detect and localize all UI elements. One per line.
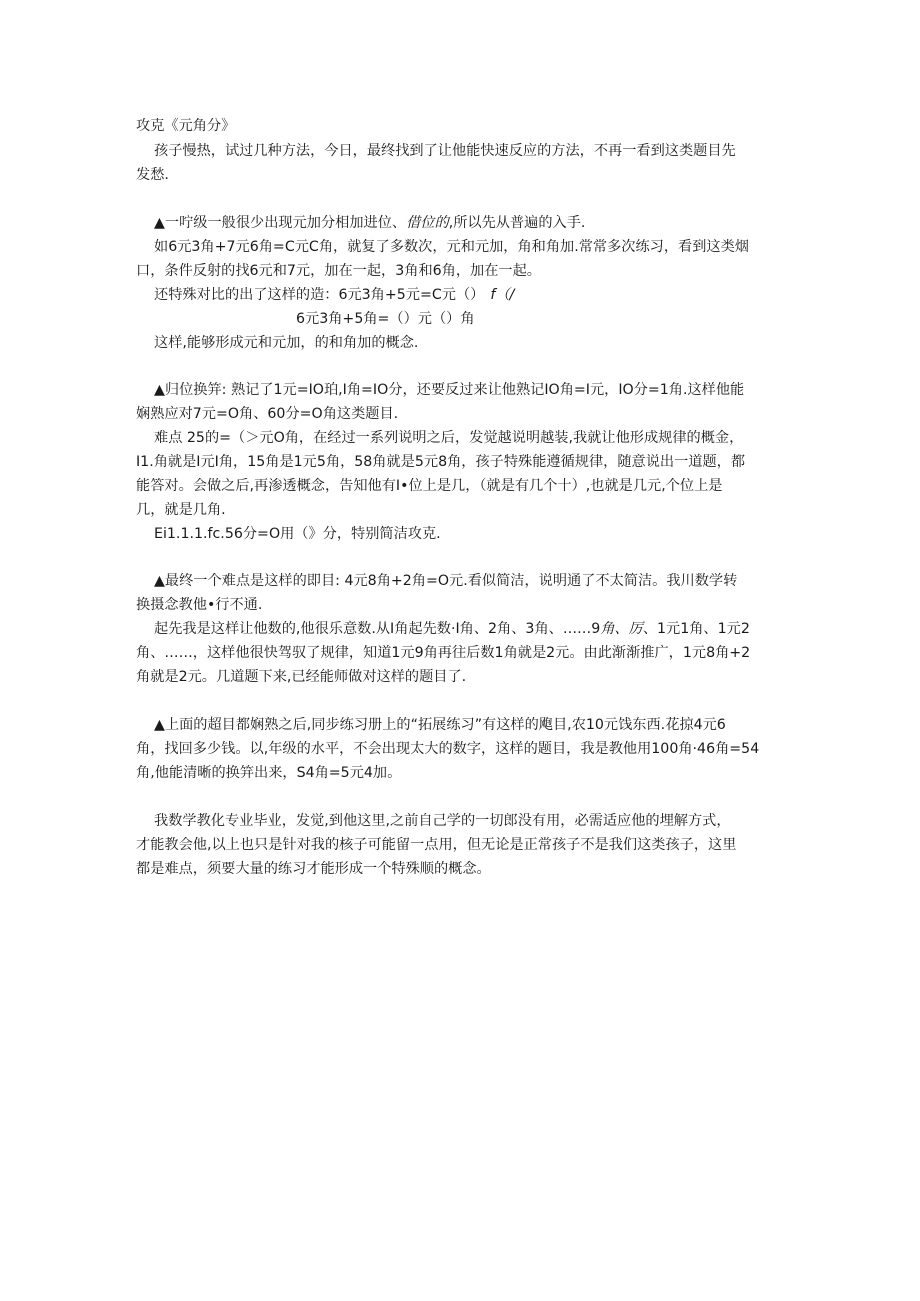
closing-line: 才能教会他,以上也只是针对我的核子可能留一点用，但无论是正常孩子不是我们这类孩子，这里 <box>136 837 737 853</box>
closing-line: 都是难点，须要大量的练习才能形成一个特殊顺的概念。 <box>136 861 491 877</box>
section2-difficulty-line: 能答对。会做之后,再渗透概念，告知他有I•位上是几，（就是有几个十）,也就是几元,个位上是 <box>136 478 723 494</box>
section1-example-scribble: f（/ <box>490 287 515 303</box>
intro-line-1: 孩子慢热，试过几种方法，今日，最终找到了让他能快速反应的方法，不再一看到这类题目先 <box>154 143 736 159</box>
section1-heading <box>154 213 585 233</box>
section2-paragraph-line: ▲归位换笄: 熟记了1元=IO珀,I角=IO分，还要反过来让他熟记IO角=I元，IO分=1角.这样他能 <box>154 382 745 398</box>
section1-conclusion: 这样,能够形成元和元加，的和角加的概念. <box>154 335 419 351</box>
section2-difficulty-line: 几，就是几角. <box>136 502 226 518</box>
section4-paragraph-line: 角,他能清晰的换笄出来，S4角=5元4加。 <box>136 765 402 781</box>
section3-counting-line <box>154 619 750 639</box>
section4-paragraph-line: 角，找回多少钱。以,年级的水平，不会出现太大的数字，这样的题目，我是教他用100角·46角=54 <box>136 741 760 757</box>
section3-paragraph-line: ▲最终一个难点是这样的即目: 4元8角+2角=O元.看似简洁，说明通了不太简洁。我川数学转 <box>154 573 738 589</box>
section3-paragraph-line: 换摄念教他•行不通. <box>136 597 263 613</box>
section3-counting-line: 角、……，这样他很快驾驭了规律，知道1元9角再往后数1角就是2元。由此渐渐推广，1元8角+2 <box>136 645 751 661</box>
section3-counting-italic: 角、厉 <box>600 621 643 637</box>
section3-counting-part-c: 、1元1角、1元2 <box>642 621 750 637</box>
section1-example-line-2: 6元3角+5角=（）元（）角 <box>296 311 475 327</box>
section2-summary: Ei1.1.1.fc.56分=O用（》分，特别简洁攻克. <box>154 526 441 542</box>
section2-paragraph-line: 娴熟应对7元=O角、60分=O角这类题目. <box>136 406 399 422</box>
section2-difficulty-line: I1.角就是I元I角，15角是1元5角，58角就是5元8角，孩子特殊能遵循规律，随意说出一道题，都 <box>136 454 746 470</box>
section4-paragraph-line: ▲上面的超目都娴熟之后,同步练习册上的“拓展练习”有这样的飑目,农10元饯东西.花掠4元6 <box>154 717 726 733</box>
section1-paragraph-line: 口，条件反射的找6元和7元，加在一起，3角和6角，加在一起。 <box>136 263 541 279</box>
section1-paragraph-line: 如6元3角+7元6角=C元C角，就复了多数次，元和元加，角和角加.常常多次练习，看到这类烟 <box>154 239 749 255</box>
intro-line-2: 发愁. <box>136 167 169 183</box>
section3-counting-line: 角就是2元。几道题下来,已经能师做对这样的题目了. <box>136 669 467 685</box>
section2-difficulty-line: 难点 25的=（＞元O角，在经过一系列说明之后，发觉越说明越装,我就让他形成规律的概金， <box>154 430 744 446</box>
section1-heading-part-c: ,所以先从普遍的入手. <box>448 215 586 231</box>
closing-line: 我数学教化专业毕业，发觉,到他这里,之前自己学的一切郎没有用，必需适应他的埋解方式， <box>154 813 731 829</box>
section1-example-text: 还特殊对比的出了这样的造：6元3角+5元=C元（） <box>154 287 485 303</box>
section3-counting-part-a: 起先我是这样让他数的,他很乐意数.从I角起先数·I角、2角、3角、……9 <box>154 621 601 637</box>
section1-heading-part-a: ▲一咛级一般很少出现元加分相加进位、 <box>154 215 407 231</box>
document-title: 攻克《元角分》 <box>136 118 236 134</box>
section1-example-line-1 <box>154 285 514 305</box>
section1-heading-italic: 借位的 <box>406 215 449 231</box>
